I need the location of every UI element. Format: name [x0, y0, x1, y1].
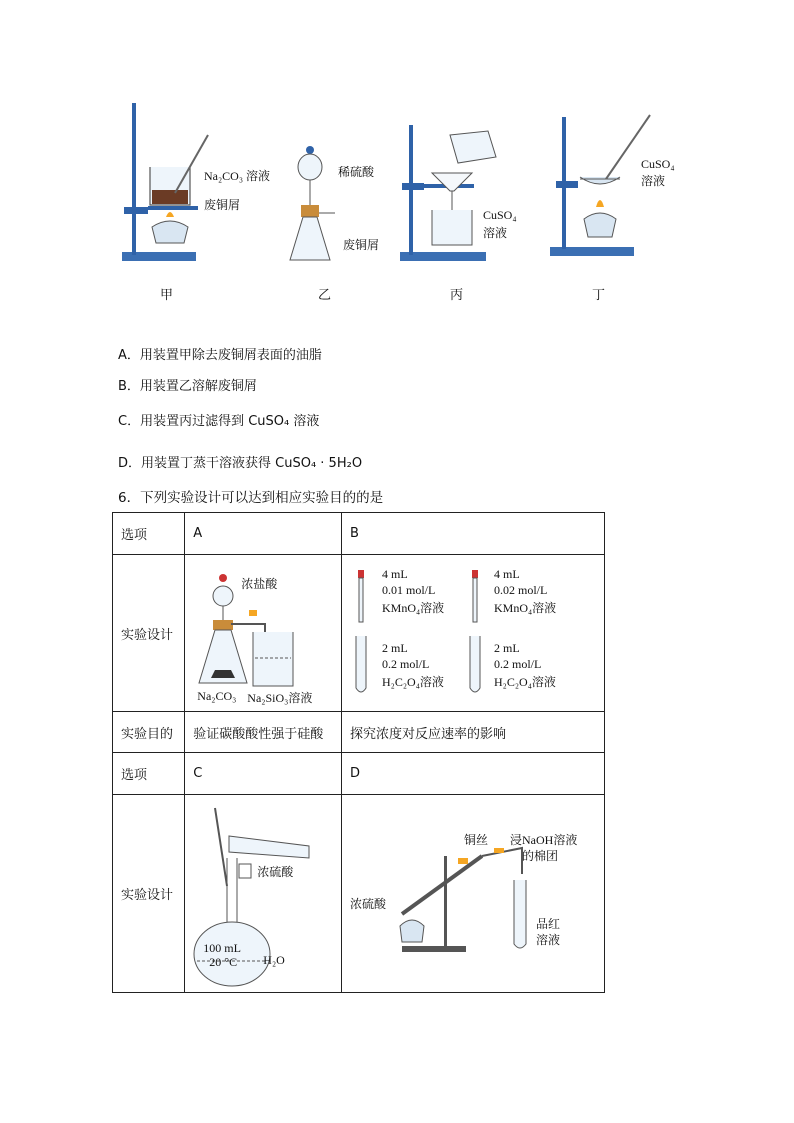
purpose-b: 探究浓度对反应速率的影响	[342, 712, 605, 753]
q5-option-b: B．用装置乙溶解废铜屑	[118, 379, 257, 394]
apparatus-yi	[290, 146, 335, 260]
d-acid-label: 浓硫酸	[350, 897, 387, 911]
q6-table	[112, 512, 605, 993]
table-row	[113, 753, 605, 795]
option-c-letter: C	[185, 753, 342, 795]
jia-solid-label: 废铜屑	[204, 198, 241, 212]
c-water-label: H₂O	[263, 953, 285, 967]
table-row	[113, 555, 605, 712]
b-left-top-1: 4 mL	[382, 567, 408, 581]
c-flask-label-1: 100 mL	[203, 941, 241, 955]
b-left-bottom-2: 0.2 mol/L	[382, 657, 430, 671]
q5-option-a: A．用装置甲除去废铜屑表面的油脂	[118, 348, 322, 363]
ding-label-1: CuSO₄	[641, 157, 675, 171]
apparatus-jia	[122, 103, 208, 261]
apparatus-ding	[550, 115, 650, 256]
design-d	[342, 795, 605, 993]
caption-ding: 丁	[592, 288, 606, 303]
bing-filtrate-label-2: 溶液	[483, 226, 508, 240]
d-wire-label: 铜丝	[464, 833, 489, 847]
q5-option-c: C．用装置丙过滤得到 CuSO₄ 溶液	[118, 414, 320, 429]
b-right-top-2: 0.02 mol/L	[494, 583, 548, 597]
apparatus-c	[185, 796, 335, 992]
b-left-top-3: KMnO₄溶液	[382, 601, 445, 615]
row-label-design: 实验设计	[113, 555, 185, 712]
option-b-letter: B	[342, 513, 605, 555]
caption-bing: 丙	[450, 288, 464, 303]
ding-label-2: 溶液	[641, 174, 666, 188]
d-cotton-label-2: 的棉团	[522, 849, 559, 863]
yi-solid-label: 废铜屑	[343, 238, 380, 252]
row-label-option-2: 选项	[113, 753, 185, 795]
row-label-design-2: 实验设计	[113, 795, 185, 993]
c-acid-label: 浓硫酸	[257, 865, 294, 879]
b-right-top-1: 4 mL	[494, 567, 520, 581]
d-dye-label-2: 溶液	[536, 933, 561, 947]
yi-acid-label: 稀硫酸	[338, 165, 375, 179]
caption-jia: 甲	[160, 288, 174, 303]
row-label-purpose: 实验目的	[113, 712, 185, 753]
table-row	[113, 795, 605, 993]
apparatus-figure	[110, 95, 670, 305]
jia-solution-label: Na₂CO₃ 溶液	[204, 169, 271, 183]
c-flask-label-2: 20 °C	[209, 955, 238, 969]
design-b	[342, 555, 605, 712]
apparatus-bing	[400, 125, 496, 261]
design-c	[185, 795, 342, 993]
design-a	[185, 555, 342, 712]
table-row	[113, 712, 605, 753]
b-left-top-2: 0.01 mol/L	[382, 583, 436, 597]
purpose-a: 验证碳酸酸性强于硅酸	[185, 712, 342, 753]
bing-filtrate-label-1: CuSO₄	[483, 208, 517, 222]
row-label-option: 选项	[113, 513, 185, 555]
d-dye-label-1: 品红	[536, 917, 561, 931]
option-a-letter: A	[185, 513, 342, 555]
apparatus-d	[342, 796, 604, 992]
b-left-bottom-1: 2 mL	[382, 641, 408, 655]
caption-yi: 乙	[318, 288, 332, 303]
b-right-top-3: KMnO₄溶液	[494, 601, 557, 615]
d-cotton-label-1: 浸NaOH溶液	[510, 833, 578, 847]
option-d-letter: D	[342, 753, 605, 795]
b-right-bottom-1: 2 mL	[494, 641, 520, 655]
b-right-bottom-2: 0.2 mol/L	[494, 657, 542, 671]
a-acid-label: 浓盐酸	[241, 577, 278, 591]
b-left-bottom-3: H₂C₂O₄溶液	[382, 675, 444, 689]
q6-stem: 6．下列实验设计可以达到相应实验目的的是	[118, 490, 384, 506]
q5-option-d: D．用装置丁蒸干溶液获得 CuSO₄ · 5H₂O	[118, 456, 363, 471]
a-beaker-label: Na₂SiO₃溶液	[247, 691, 313, 705]
table-row	[113, 513, 605, 555]
a-solid-label: Na₂CO₃	[197, 689, 237, 703]
b-right-bottom-3: H₂C₂O₄溶液	[494, 675, 556, 689]
